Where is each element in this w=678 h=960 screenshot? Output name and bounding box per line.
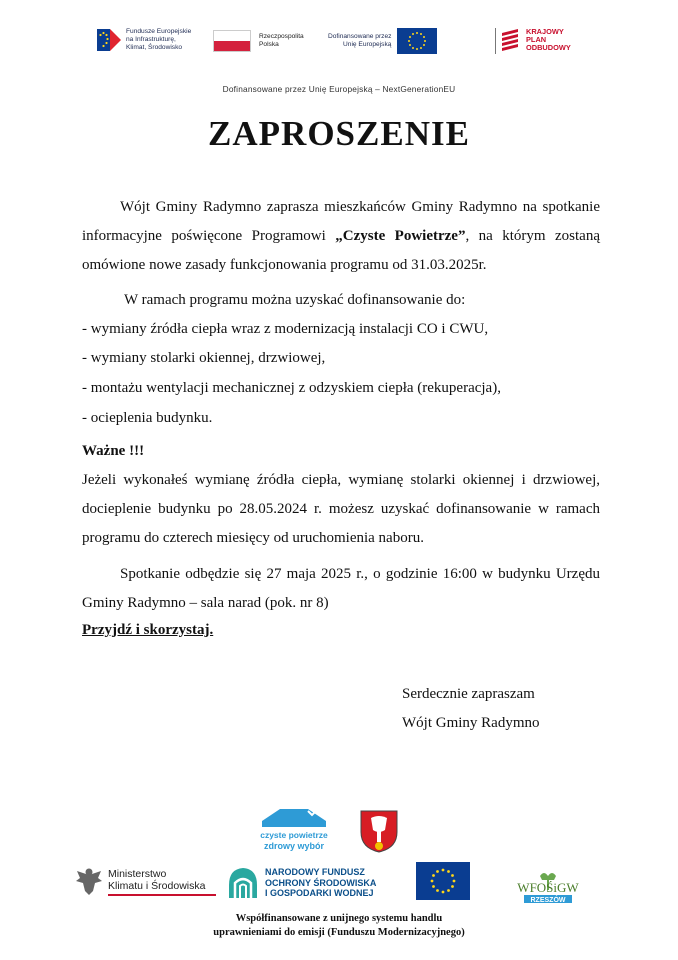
ministerstwo-label: Ministerstwo Klimatu i Środowiska [108, 868, 216, 896]
intro-text-start: Wójt Gminy Radymno zaprasza mieszkańców Gminy Radymno na spotkanie informacyjne poświęcone Programowi [82, 199, 600, 244]
wfosigw-rzeszow-logo [510, 870, 586, 906]
cofinancing-note-line1: Współfinansowane z unijnego systemu handlu [235, 913, 443, 924]
rzeczpospolita-polska-logo [213, 30, 304, 52]
eu-flag-icon [397, 28, 437, 54]
ministerstwo-klimatu-logo [74, 865, 216, 899]
czyste-powietrze-line2: zdrowy wybór [263, 841, 325, 851]
meeting-paragraph: Spotkanie odbędzie się 27 maja 2025 r., o godzinie 16:00 w budynku Urzędu Gminy Radymno – sala narad (pok. nr 8) [82, 566, 600, 611]
scope-item: - wymiany źródła ciepła wraz z modernizacją instalacji CO i CWU, [82, 321, 489, 337]
czyste-powietrze-logo [258, 805, 330, 855]
scope-intro: W ramach programu można uzyskać dofinansowanie do: [124, 292, 466, 308]
nfosigw-logo [226, 865, 376, 901]
funded-by-note: Dofinansowane przez Unię Europejską – NextGenerationEU [222, 84, 456, 94]
fundusze-europejskie-icon [96, 26, 122, 54]
eu-flag-footer-icon [416, 862, 470, 900]
polish-flag-icon [213, 30, 251, 52]
czyste-powietrze-line1: czyste powietrze [260, 830, 328, 840]
eu-stars-icon [402, 30, 432, 52]
header-separator [495, 28, 496, 54]
important-label: Ważne !!! [82, 443, 145, 459]
nfosigw-label: NARODOWY FUNDUSZ OCHRONY ŚRODOWISKA I GOSPODARKI WODNEJ [265, 867, 377, 899]
eu-stars-icon [424, 866, 462, 896]
program-name: „Czyste Powietrze” [335, 228, 466, 244]
intro-text-end: , na którym zostaną omówione nowe zasady funkcjonowania programu od 31.03.2025r. [82, 228, 600, 273]
kpo-label: KRAJOWY PLAN ODBUDOWY [526, 27, 571, 52]
scope-item: - ocieplenia budynku. [82, 410, 213, 426]
call-to-action: Przyjdź i skorzystaj. [82, 622, 214, 638]
gmina-coat-of-arms-icon [358, 808, 400, 854]
intro-paragraph [82, 193, 600, 280]
wfosigw-line2: RZESZÓW [530, 897, 566, 904]
important-paragraph: Jeżeli wykonałeś wymianę źródła ciepła, wymianę stolarki okiennej i drzwiowej, docieplenie budynku po 28.05.2024 r. możesz uzyskać dofinansowanie w ramach programu do czterech miesięcy od uruchomienia naboru. [82, 472, 600, 546]
fundusze-europejskie-label: Fundusze Europejskie na Infrastrukturę, Klimat, Środowisko [126, 28, 192, 51]
rzeczpospolita-label: Rzeczpospolita Polska [259, 33, 304, 48]
kpo-stripes-icon [500, 27, 520, 53]
fundusze-europejskie-logo [96, 26, 191, 54]
signature: Wójt Gminy Radymno [402, 715, 540, 731]
wfosigw-line1: WFOŚiGW [517, 880, 579, 895]
krajowy-plan-odbudowy-logo [500, 27, 571, 53]
eu-cofinanced-logo [328, 28, 437, 54]
eu-cofinanced-label: Dofinansowane przez Unię Europejską [328, 33, 392, 48]
scope-item: - montażu wentylacji mechanicznej z odzyskiem ciepła (rekuperacja), [82, 380, 501, 396]
cofinancing-note [0, 912, 678, 940]
nfosigw-mark-icon [226, 865, 260, 901]
polish-eagle-icon [74, 865, 104, 899]
scope-item: - wymiany stolarki okiennej, drzwiowej, [82, 350, 326, 366]
closing-phrase: Serdecznie zapraszam [402, 686, 535, 702]
cofinancing-note-line2: uprawnieniami do emisji (Funduszu Modernizacyjnego) [213, 927, 465, 938]
document-title: ZAPROSZENIE [208, 114, 470, 153]
